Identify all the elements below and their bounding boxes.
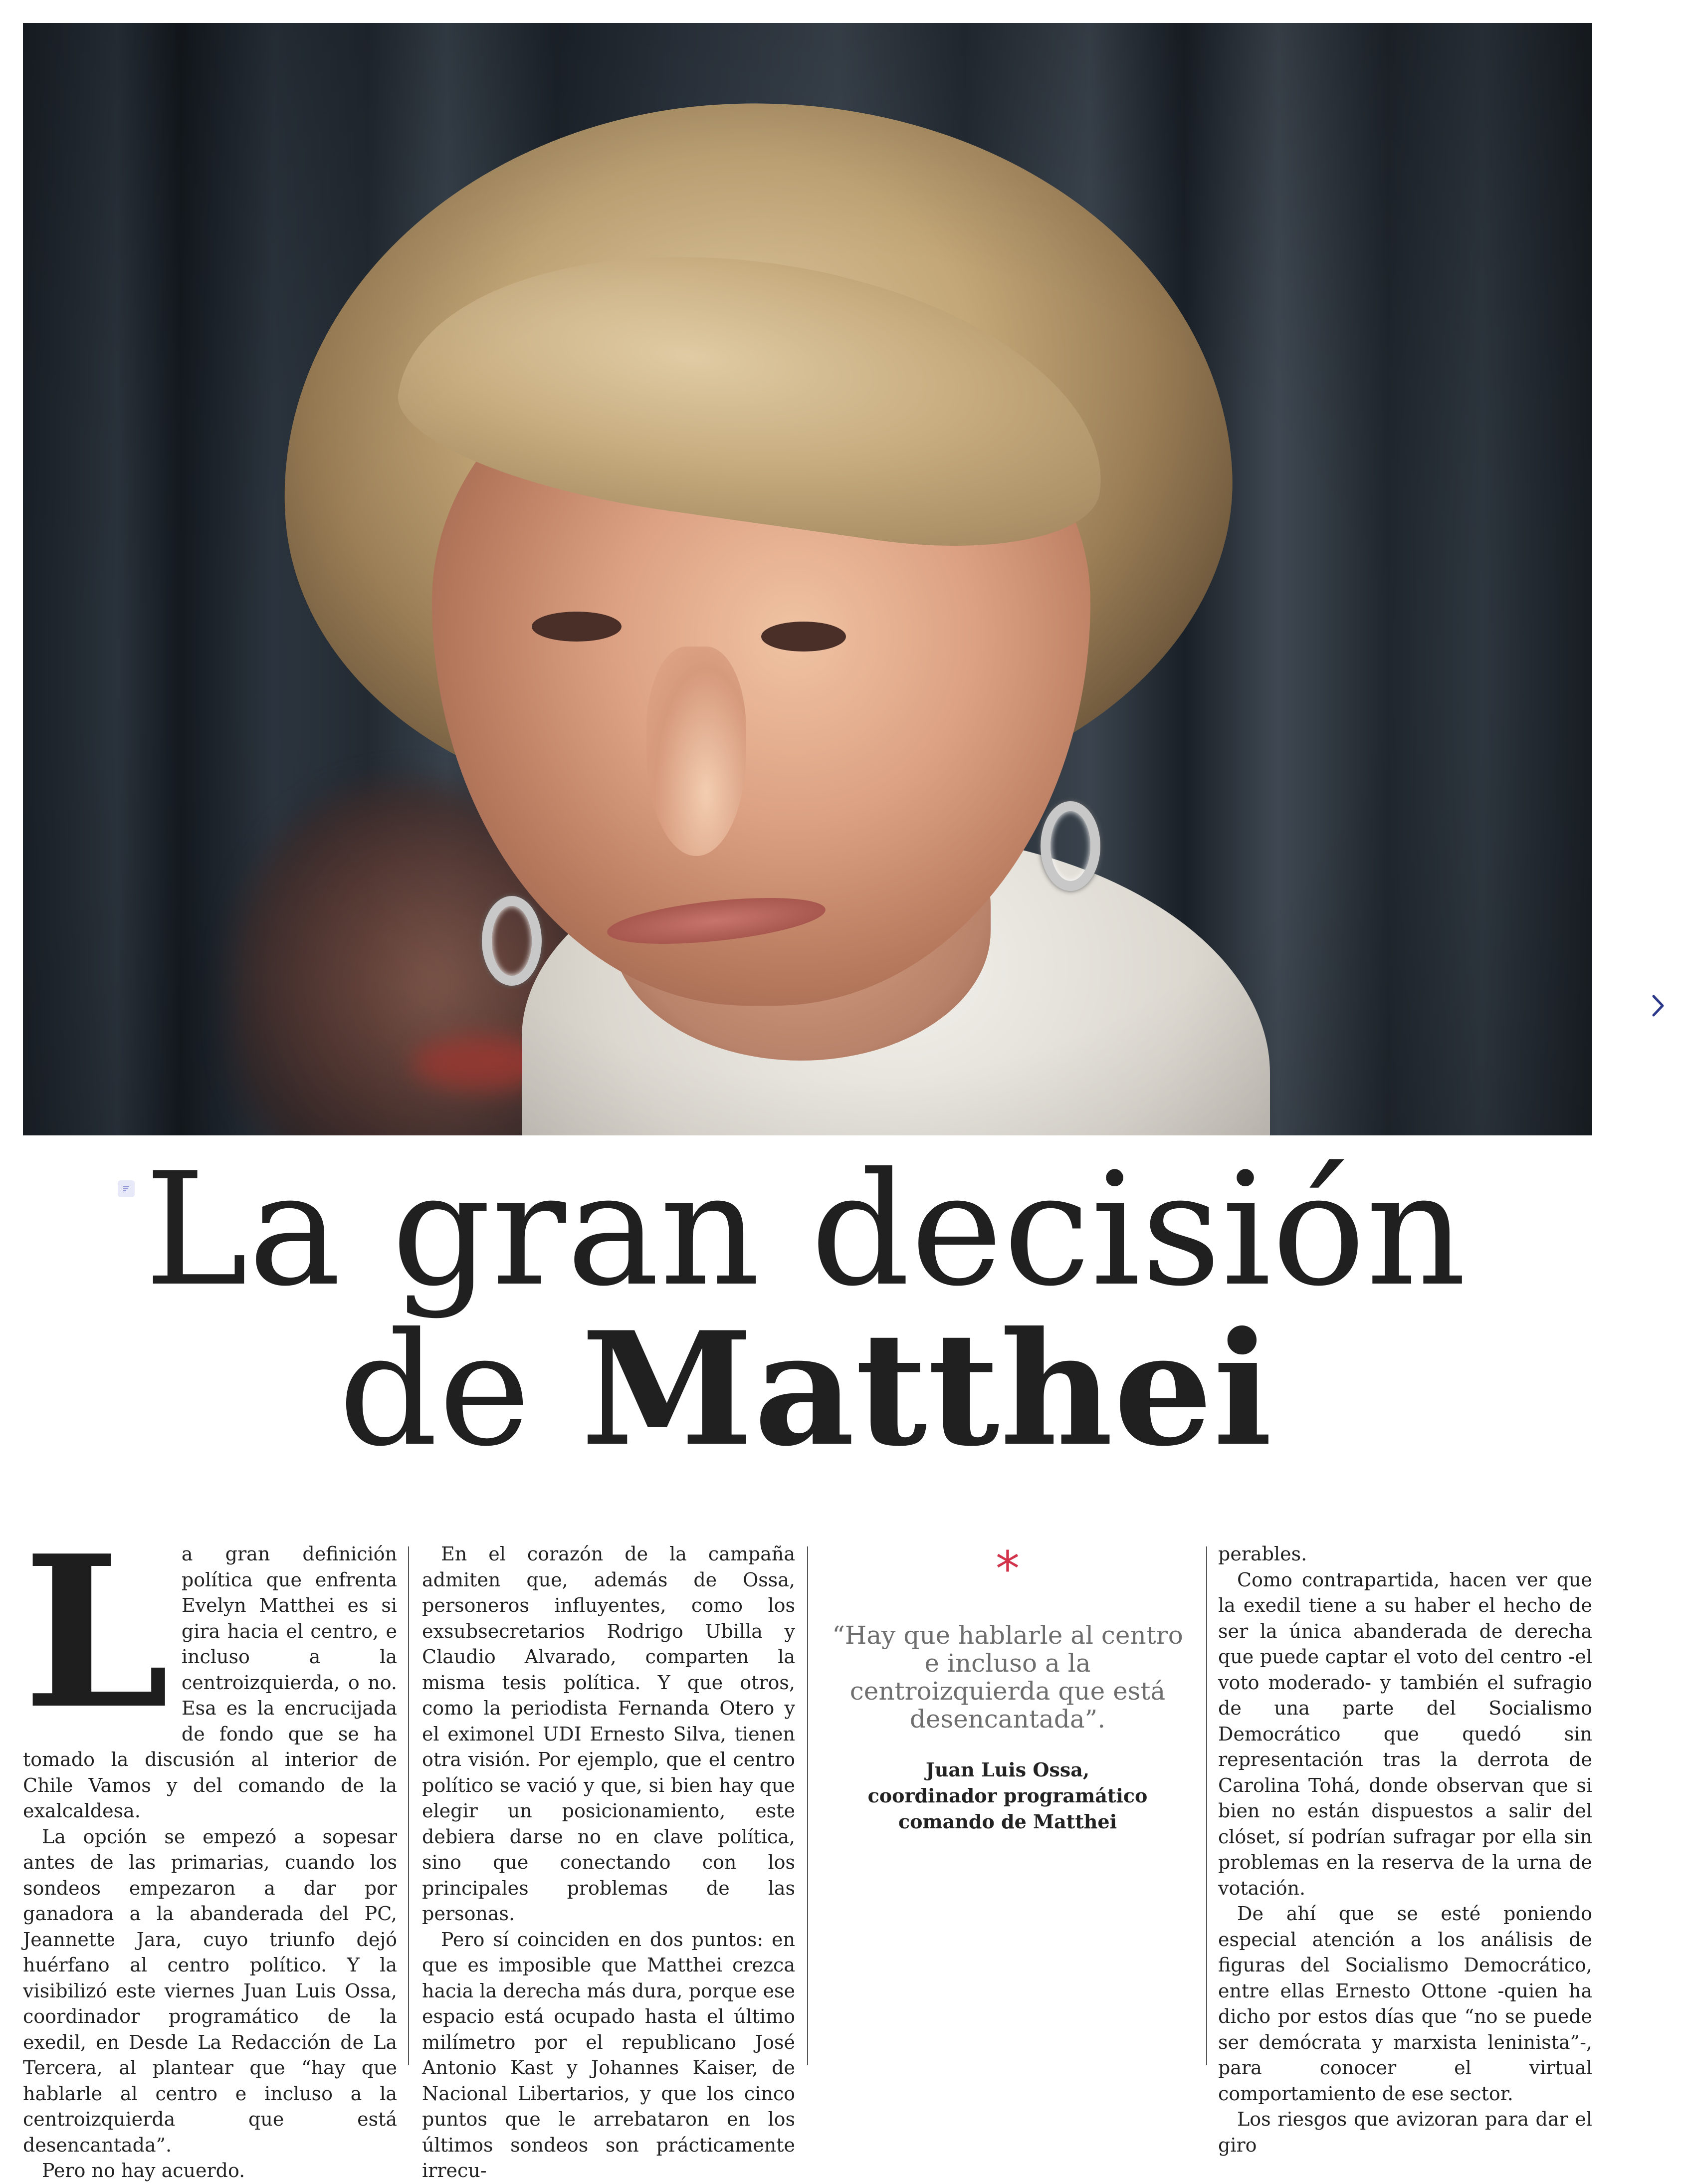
attribution-org: comando de Matthei [898,1810,1117,1833]
article-paragraph: En el corazón de la campaña admiten que, además de Ossa, personeros influyentes, como los exsubsecretarios Rodrigo Ubilla y Claudio Alvarado, comparten la misma tesis política. Y que otros, como la periodista Fernanda Otero y el eximonel UDI Ernesto Silva, tienen otra visión. Por ejemplo, que el centro político se vació y que, si bien hay que elegir un posicionamiento, este debiera darse no en clave política, sino que conectando con los principales problemas de las personas. [422,1543,795,1925]
headline-name: Matthei [581,1298,1273,1481]
article-paragraph: Pero no hay acuerdo. [42,2160,245,2182]
article-paragraph: De ahí que se esté poniendo especial atención a los análisis de figuras del Socialismo Democrático, entre ellas Ernesto Ottone -quien ha dicho por estos días que “no se puede ser demócrata y marxista leninista”-, para conocer el virtual comportamiento de ese sector. [1218,1903,1592,2105]
article-paragraph: a gran definición política que enfrenta Evelyn Matthei es si gira hacia el centro, e incluso a la centroizquierda, o no. Esa es la encrucijada de fondo que se ha tomado la discusión al interior de Chile Vamos y del comando de la exalcaldesa. [23,1543,397,1822]
photo-vignette [23,23,1592,1135]
pull-quote-box [828,1541,1187,1835]
drop-cap: L [23,1510,170,1755]
lead-photo [23,23,1592,1135]
asterisk-icon: * [996,1541,1020,1597]
headline-line-2-light: de [338,1299,581,1481]
headline [0,1139,1611,1481]
article-column-1 [23,1510,397,2184]
article-column-2 [422,1541,795,2184]
attribution-name: Juan Luis Ossa, [925,1758,1090,1781]
article-paragraph: Como contrapartida, hacen ver que la exedil tiene a su haber el hecho de ser la única abanderada de derecha que puede captar el voto del centro -el voto moderado- y también el sufragio de una parte del Socialismo Democrático que quedó sin representación tras la derrota de Carolina Tohá, donde observan que si bien no están dispuestos a salir del clóset, sí podrían sufragar por ella sin problemas en la reserva de la urna de votación. [1218,1568,1592,1899]
article-paragraph: Pero sí coinciden en dos puntos: en que es imposible que Matthei crezca hacia la derecha más dura, porque ese espacio está ocupado hasta el último milímetro por el republicano José Antonio Kast y Johannes Kaiser, de Nacional Libertarios, y que los cinco puntos que le arrebataron en los últimos sondeos son prácticamente irrecu- [422,1928,795,2182]
chevron-right-icon[interactable] [1647,991,1669,1021]
article-paragraph: La opción se empezó a sopesar antes de las primarias, cuando los sondeos empezaron a dar por ganadora a la abanderada del PC, Jeannette Jara, cuyo triunfo dejó huérfano al centro político. Y la visibilizó este viernes Juan Luis Ossa, coordinador programático de la exedil, en Desde La Redacción de La Tercera, al plantear que “hay que hablarle al centro e incluso a la centroizquierda que está desencantada”. [23,1825,397,2156]
article-paragraph: perables. [1218,1543,1307,1565]
article-column-4 [1218,1541,1592,2158]
column-divider [408,1546,409,2065]
column-divider [807,1546,808,2065]
headline-line-1: La gran decisión [144,1139,1467,1320]
pull-quote-attribution [828,1757,1187,1835]
column-divider [1206,1546,1207,2065]
attribution-role: coordinador programático [867,1784,1148,1807]
headline-line-2 [0,1298,1611,1481]
pull-quote: “Hay que hablarle al centro e incluso a la centroizquierda que está desencantada”. [832,1621,1183,1734]
article-paragraph: Los riesgos que avizoran para dar el giro [1218,2108,1592,2156]
